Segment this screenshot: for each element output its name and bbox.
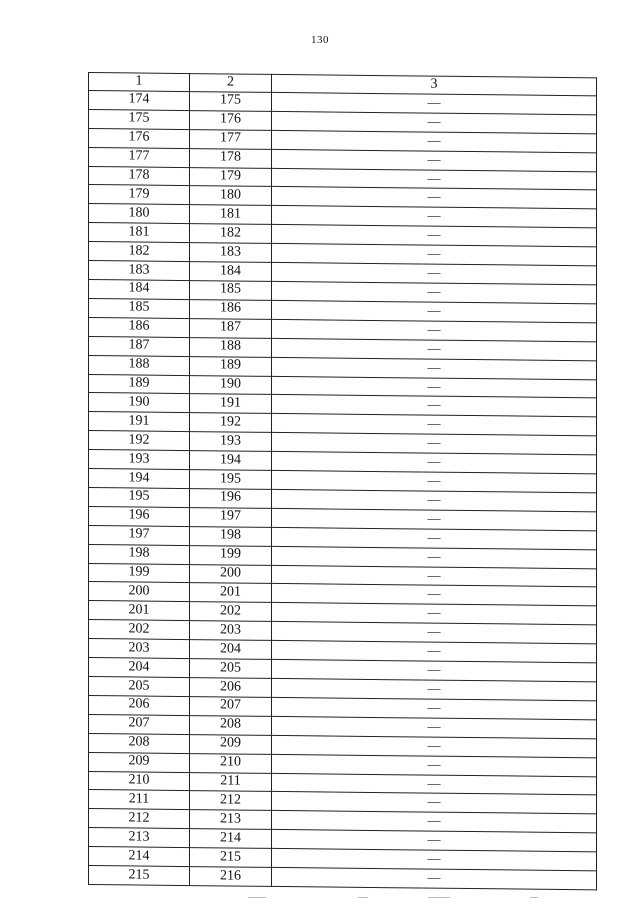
table-cell-col1: 194 bbox=[89, 469, 190, 489]
table-cell-col1: 174 bbox=[89, 90, 190, 110]
table-cell-col1: 187 bbox=[89, 336, 190, 356]
table-cell-col1: 212 bbox=[89, 809, 190, 829]
dash-mark: — bbox=[427, 434, 441, 450]
table-cell-col1: 200 bbox=[89, 582, 190, 602]
table-cell-col1: 178 bbox=[89, 166, 190, 186]
dash-mark: — bbox=[427, 151, 441, 167]
dash-mark: — bbox=[427, 831, 441, 847]
table-cell-col1: 190 bbox=[89, 393, 190, 413]
dash-mark: — bbox=[427, 170, 441, 186]
table-cell-col2: 203 bbox=[190, 621, 272, 641]
table-cell-col1: 202 bbox=[89, 620, 190, 640]
dash-mark: — bbox=[427, 775, 441, 791]
data-table-container bbox=[88, 72, 596, 890]
bottom-scan-marks bbox=[240, 897, 560, 903]
table-cell-col2: 214 bbox=[190, 829, 272, 849]
dash-mark: — bbox=[427, 94, 441, 110]
table-cell-col1: 195 bbox=[89, 487, 190, 507]
table-cell-col2: 188 bbox=[190, 337, 272, 357]
table-cell-col1: 196 bbox=[89, 506, 190, 526]
dash-mark: — bbox=[427, 586, 441, 602]
dash-mark: — bbox=[427, 869, 441, 885]
table-cell-col2: 186 bbox=[190, 299, 272, 319]
table-cell-col1: 189 bbox=[89, 374, 190, 394]
dash-mark: — bbox=[427, 529, 441, 545]
page-number: 130 bbox=[311, 34, 329, 46]
dash-mark: — bbox=[427, 264, 441, 280]
table-cell-col2: 181 bbox=[190, 205, 272, 225]
table-cell-col3 bbox=[272, 867, 597, 889]
dash-mark: — bbox=[427, 812, 441, 829]
dash-mark: — bbox=[427, 472, 441, 488]
table-cell-col1: 179 bbox=[89, 185, 190, 205]
table-cell-col2: 201 bbox=[190, 583, 272, 603]
table-cell-col2: 189 bbox=[190, 356, 272, 376]
table-cell-col1: 176 bbox=[89, 128, 190, 148]
table-cell-col2: 200 bbox=[190, 564, 272, 584]
dash-mark: — bbox=[427, 567, 441, 583]
table-cell-col1: 185 bbox=[89, 298, 190, 318]
table-cell-col2: 191 bbox=[190, 394, 272, 414]
table-cell-col2: 190 bbox=[190, 375, 272, 395]
table-cell-col1: 186 bbox=[89, 317, 190, 337]
table-cell-col2: 199 bbox=[190, 545, 272, 565]
table-cell-col2: 179 bbox=[190, 167, 272, 187]
table-cell-col1: 210 bbox=[89, 771, 190, 791]
table-cell-col2: 202 bbox=[190, 602, 272, 622]
table-cell-col1: 175 bbox=[89, 109, 190, 129]
table-cell-col1: 213 bbox=[89, 828, 190, 848]
dash-mark: — bbox=[427, 680, 441, 696]
dash-mark: — bbox=[427, 245, 441, 261]
dash-mark: — bbox=[427, 453, 441, 469]
table-cell-col1: 209 bbox=[89, 752, 190, 772]
table-cell-col1: 182 bbox=[89, 242, 190, 262]
dash-mark: — bbox=[427, 321, 441, 337]
table-cell-col1: 191 bbox=[89, 412, 190, 432]
column-header-2: 2 bbox=[190, 74, 272, 93]
table-cell-col1: 207 bbox=[89, 714, 190, 734]
table-cell-col1: 206 bbox=[89, 695, 190, 715]
table-cell-col1: 180 bbox=[89, 204, 190, 224]
table-cell-col2: 215 bbox=[190, 848, 272, 868]
column-header-3: 3 bbox=[272, 74, 597, 95]
table-cell-col2: 193 bbox=[190, 432, 272, 452]
dash-mark: — bbox=[427, 415, 441, 432]
table-cell-col1: 215 bbox=[89, 866, 190, 886]
table-cell-col1: 183 bbox=[89, 261, 190, 281]
table-cell-col1: 198 bbox=[89, 544, 190, 564]
table-cell-col2: 204 bbox=[190, 640, 272, 660]
table-cell-col2: 175 bbox=[190, 91, 272, 111]
dash-mark: — bbox=[427, 642, 441, 658]
dash-mark: — bbox=[427, 188, 441, 205]
table-cell-col2: 180 bbox=[190, 186, 272, 206]
table-cell-col1: 181 bbox=[89, 223, 190, 243]
column-header-1: 1 bbox=[89, 73, 190, 92]
dash-mark: — bbox=[427, 510, 441, 526]
dash-mark: — bbox=[427, 359, 441, 375]
table-cell-col2: 211 bbox=[190, 772, 272, 792]
dash-mark: — bbox=[427, 623, 441, 639]
table-cell-col1: 205 bbox=[89, 677, 190, 697]
dash-mark: — bbox=[427, 396, 441, 413]
dash-mark: — bbox=[427, 850, 441, 866]
table-cell-col1: 199 bbox=[89, 563, 190, 583]
table-cell-col2: 176 bbox=[190, 110, 272, 130]
table-cell-col2: 187 bbox=[190, 318, 272, 338]
table-cell-col1: 192 bbox=[89, 431, 190, 451]
dash-mark: — bbox=[427, 113, 441, 129]
table-cell-col2: 205 bbox=[190, 659, 272, 679]
dash-mark: — bbox=[427, 132, 441, 148]
table-cell-col2: 185 bbox=[190, 281, 272, 301]
data-table bbox=[88, 72, 597, 890]
table-cell-col2: 182 bbox=[190, 224, 272, 244]
table-cell-col2: 196 bbox=[190, 489, 272, 509]
dash-mark: — bbox=[427, 548, 441, 564]
table-cell-col2: 216 bbox=[190, 867, 272, 887]
table-cell-col1: 204 bbox=[89, 658, 190, 678]
dash-mark: — bbox=[427, 207, 441, 224]
table-cell-col1: 201 bbox=[89, 601, 190, 621]
table-row bbox=[89, 866, 597, 890]
table-cell-col2: 184 bbox=[190, 262, 272, 282]
table-cell-col1: 203 bbox=[89, 639, 190, 659]
dash-mark: — bbox=[427, 661, 441, 677]
table-body bbox=[89, 90, 597, 889]
table-cell-col2: 177 bbox=[190, 129, 272, 149]
table-cell-col2: 210 bbox=[190, 753, 272, 773]
table-cell-col1: 193 bbox=[89, 450, 190, 470]
dash-mark: — bbox=[427, 340, 441, 356]
dash-mark: — bbox=[427, 378, 441, 394]
table-cell-col1: 211 bbox=[89, 790, 190, 810]
dash-mark: — bbox=[427, 491, 441, 507]
dash-mark: — bbox=[427, 604, 441, 621]
dash-mark: — bbox=[427, 737, 441, 753]
table-cell-col2: 194 bbox=[190, 451, 272, 471]
table-cell-col1: 214 bbox=[89, 847, 190, 867]
table-cell-col2: 207 bbox=[190, 696, 272, 716]
dash-mark: — bbox=[427, 226, 441, 242]
dash-mark: — bbox=[427, 793, 441, 810]
table-cell-col2: 212 bbox=[190, 791, 272, 811]
table-cell-col2: 178 bbox=[190, 148, 272, 168]
table-cell-col1: 188 bbox=[89, 355, 190, 375]
table-cell-col1: 197 bbox=[89, 525, 190, 545]
table-cell-col2: 195 bbox=[190, 470, 272, 490]
dash-mark: — bbox=[427, 302, 441, 318]
table-cell-col1: 177 bbox=[89, 147, 190, 167]
table-cell-col2: 198 bbox=[190, 526, 272, 546]
table-cell-col2: 206 bbox=[190, 678, 272, 698]
table-cell-col2: 208 bbox=[190, 715, 272, 735]
table-cell-col2: 209 bbox=[190, 734, 272, 754]
table-cell-col2: 183 bbox=[190, 243, 272, 263]
dash-mark: — bbox=[427, 756, 441, 772]
table-cell-col2: 197 bbox=[190, 507, 272, 527]
table-cell-col1: 208 bbox=[89, 733, 190, 753]
dash-mark: — bbox=[427, 718, 441, 734]
dash-mark: — bbox=[427, 699, 441, 715]
table-cell-col2: 213 bbox=[190, 810, 272, 830]
table-cell-col2: 192 bbox=[190, 413, 272, 433]
table-cell-col1: 184 bbox=[89, 279, 190, 299]
dash-mark: — bbox=[427, 283, 441, 299]
